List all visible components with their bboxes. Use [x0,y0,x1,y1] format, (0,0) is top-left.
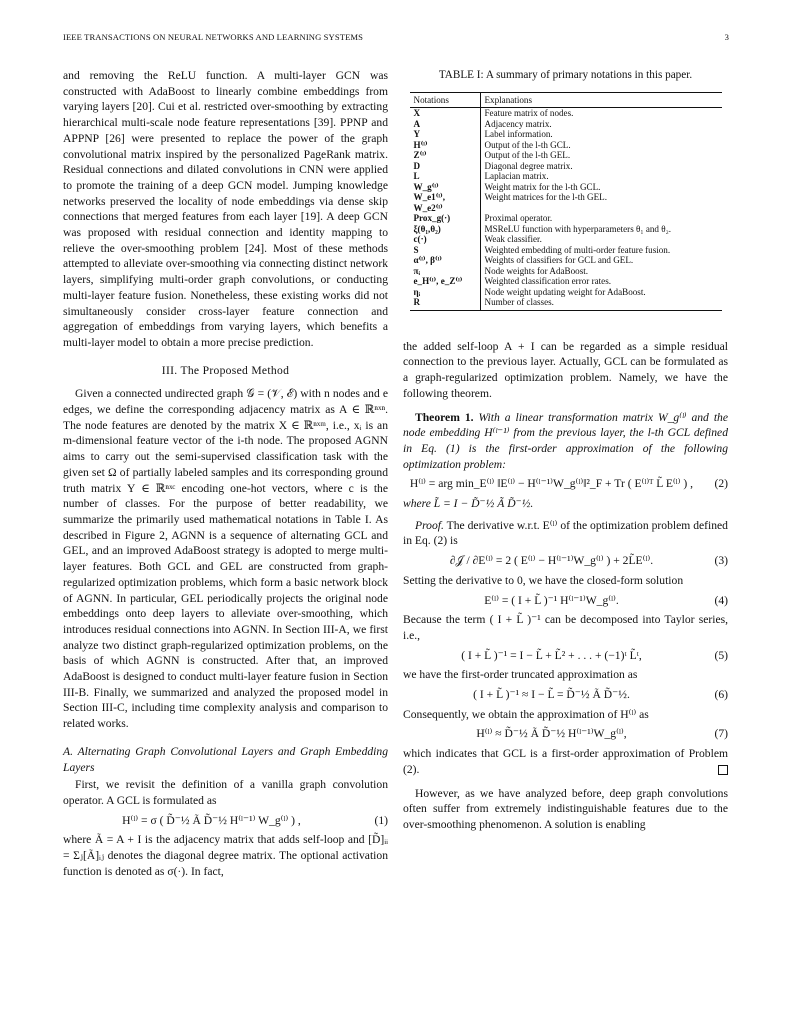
paragraph: and removing the ReLU function. A multi-layer GCN was constructed with AdaBoost to linearly combine embeddings from varying layers [20]. Cui et al. restricted over-smoothing by extracting hierarchical multi-scale node feature representations [39]. PPNP and APPNP [26] were presented to replace the power of the graph convolutional matrix inspired by the personalized PageRank matrix. Residual connections and dilated convolutions in CNN were applied to promote the training of a deep GCN model. Jumping knowledge networks preserved the locality of node embeddings via dense skip connections that merged features from each layer [19]. A deep GCN was proposed with residual connection and identity mapping to relieve the over-smoothing problem [24]. Most of these methods attempted to alleviate over-smoothing via connecting distinct network layers, simplifying multi-order graph convolutions, or conducting multi-layer feature fusion. Nonetheless, these existing works did not simultaneously consider cross-layer feature connection and aggregation of embeddings from varying layers, which benefits a multi-layer model to obtain a more precise prediction. [63,69,388,349]
explanation-cell: Node weights for AdaBoost. [484,265,589,276]
equation-6 [403,687,728,703]
equation-number: (1) [374,813,388,827]
table-row [410,224,722,235]
section-title: III. The Proposed Method [161,363,290,377]
notation-cell: Prox_g(·) [410,213,481,224]
equation-5 [403,648,728,664]
page-number: 3 [724,32,729,42]
theorem [403,410,728,473]
equation-number: (7) [714,727,728,741]
equation-number: (6) [714,688,728,702]
table-row [410,287,722,298]
equation-body: E⁽ˡ⁾ = ( I + L̃ )⁻¹ H⁽ˡ⁻¹⁾W_g⁽ˡ⁾. [484,593,619,607]
equation-2 [403,476,728,492]
explanation-cell: Feature matrix of nodes. [484,108,574,119]
table-row [410,192,722,213]
equation-body: H⁽ˡ⁾ ≈ D̃⁻½ Ã D̃⁻½ H⁽ˡ⁻¹⁾W_g⁽ˡ⁾, [476,727,627,741]
notation-cell: S [410,245,481,256]
explanation-cell: Weak classifier. [484,234,542,245]
equation-1 [63,813,388,829]
right-column [403,68,728,833]
notation-cell: L [410,171,481,182]
explanation-cell: Weight matrix for the l-th GCL. [484,181,601,192]
notation-cell: H⁽ˡ⁾ [410,140,481,151]
equation-body: ( I + L̃ )⁻¹ ≈ I − L̃ = D̃⁻½ Ã D̃⁻½. [473,688,630,702]
explanation-cell: MSReLU function with hyperparameters θ₁ and θ₂. [484,223,672,234]
paragraph: we have the first-order truncated approximation as [403,668,638,682]
equation-number: (3) [714,554,728,568]
explanation-cell: Weighted classification error rates. [484,276,612,287]
table-header-explanations: Explanations [480,92,722,108]
table-header-notations: Notations [410,92,481,108]
notation-cell: α⁽ˡ⁾, β⁽ˡ⁾ [410,255,481,266]
left-column [63,68,388,879]
notation-cell: W_g⁽ˡ⁾ [410,182,481,193]
table-row [410,129,722,140]
explanation-cell: Diagonal degree matrix. [484,160,573,171]
notation-cell: W_e1⁽ˡ⁾, W_e2⁽ˡ⁾ [410,192,481,213]
explanation-cell: Proximal operator. [484,213,553,224]
paragraph: Consequently, we obtain the approximation of H⁽ˡ⁾ as [403,707,649,721]
equation-3 [403,553,728,569]
paragraph-text: which indicates that GCL is a first-order approximation of Problem (2). [403,747,728,776]
where-clause: where L̃ = I − D̃⁻½ Ã D̃⁻½. [403,497,534,511]
paragraph: where Ã = A + I is the adjacency matrix that adds self-loop and [D̃]ᵢᵢ = Σⱼ[Ã]ᵢⱼ denotes the diagonal degree matrix. The optional activation function is denoted as σ(·). In fact, [63,833,388,878]
equation-7 [403,726,728,742]
notation-cell: c(·) [410,234,481,245]
table-row [410,161,722,172]
table-row [410,108,722,119]
table-row [410,171,722,182]
explanation-cell: Number of classes. [480,297,722,310]
explanation-cell: Output of the l-th GCL. [484,139,571,150]
proof [403,518,728,549]
notation-cell: A [410,119,481,130]
equation-body: H⁽ˡ⁾ = arg min_E⁽ˡ⁾ ‖E⁽ˡ⁾ − H⁽ˡ⁻¹⁾W_g⁽ˡ⁾‖²_F + Tr ( E⁽ˡ⁾ᵀ L̃ E⁽ˡ⁾ ) , [409,477,694,491]
paragraph: Because the term ( I + L̃ )⁻¹ can be decomposed into Taylor series, i.e., [403,613,728,642]
theorem-label: Theorem 1. [415,410,474,424]
explanation-cell: Node weight updating weight for AdaBoost. [484,286,646,297]
table-row [410,234,722,245]
table-row [410,119,722,130]
paragraph: Setting the derivative to 0, we have the closed-form solution [403,573,684,587]
notation-cell: e_H⁽ˡ⁾, e_Z⁽ˡ⁾ [410,276,481,287]
notation-cell: Y [410,129,481,140]
notation-cell: πᵢ [410,266,481,277]
equation-body: ( I + L̃ )⁻¹ = I − L̃ + L̃² + . . . + (−1)ᵗ L̃ᵗ, [461,648,642,662]
notation-cell: R [410,297,481,310]
table-row [410,182,722,193]
notation-cell: ξ(θ₁,θ₂) [410,224,481,235]
running-header: IEEE TRANSACTIONS ON NEURAL NETWORKS AND LEARNING SYSTEMS [63,32,364,42]
table-row [410,245,722,256]
notation-cell: D [410,161,481,172]
table-row [410,150,722,161]
explanation-cell: Laplacian matrix. [484,171,549,182]
subsection-title: A. Alternating Graph Convolutional Layers and Graph Embedding Layers [63,744,388,774]
explanation-cell: Output of the l-th GEL. [484,150,571,161]
proof-label: Proof. [415,518,444,532]
explanation-cell: Weighted embedding of multi-order feature fusion. [484,244,671,255]
equation-body: ∂𝒥 / ∂E⁽ˡ⁾ = 2 ( E⁽ˡ⁾ − H⁽ˡ⁻¹⁾W_g⁽ˡ⁾ ) + 2L̃E⁽ˡ⁾. [449,554,654,568]
table-caption: TABLE I: A summary of primary notations in this paper. [438,69,693,81]
table-row [410,213,722,224]
notation-cell: X [410,108,481,119]
paragraph [403,746,728,777]
proof-text: The derivative w.r.t. E⁽ˡ⁾ of the optimization problem defined in Eq. (2) is [403,518,728,548]
equation-4 [403,593,728,609]
notation-table [410,92,722,311]
explanation-cell: Adjacency matrix. [484,118,552,129]
table-row [410,297,722,310]
qed-box-icon [718,765,728,775]
paragraph: Given a connected undirected graph 𝒢 = (𝒱, ℰ) with n nodes and e edges, we define the corresponding adjacency matrix as A ∈ ℝⁿˣⁿ. The node features are denoted by the matrix X ∈ ℝⁿˣᵐ, i.e., xᵢ is an m-dimensional feature vector of the i-th node. The proposed AGNN aims to carry out the semi-supervised classification task with the given set Ω of partially labeled samples and its corresponding ground truth matrix Y ∈ ℝⁿˣᶜ encoding one-hot vectors, where c is the number of classes. For the purpose of better readability, we summarize the primarily used mathematical notations in Table I. As described in Figure 2, AGNN is a sequence of alternating GCL and GEL, and an improved AdaBoost strategy is adopted to merge multi-layer features. Both GCL and GEL are constructed from graph-regularized optimization problems, which form a basic network block of AGNN. In particular, GEL periodically projects the original node embeddings onto deep layers to alleviate over-smoothing, which introduces residual connections into AGNN. In Section III-A, we first analyze two distinct graph-regularized optimization problems, on the basis of which AGNN is constructed. After that, an improved AdaBoost is designed to conduct multi-layer feature fusion in Section III-B. Finally, we summarized and analyzed the proposed model in Section III-C, including time complexity analysis and comparison to related works. [63,387,388,731]
theorem-text: With a linear transformation matrix W_g⁽ˡ⁾ and the node embedding H⁽ˡ⁻¹⁾ from the previous layer, the l-th GCL defined in Eq. (1) is the first-order approximation of the following optimization problem: [403,410,728,471]
notation-cell: ηᵢ [410,287,481,298]
paragraph: However, as we have analyzed before, deep graph convolutions often suffer from extremely indistinguishable features due to the over-smoothing phenomenon. A solution is enabling [403,786,728,831]
table-row [410,255,722,266]
equation-number: (5) [714,648,728,662]
equation-number: (2) [714,477,728,491]
equation-body: H⁽ˡ⁾ = σ ( D̃⁻½ Ã D̃⁻½ H⁽ˡ⁻¹⁾ W_g⁽ˡ⁾ ) , [122,813,301,827]
explanation-cell: Weight matrices for the l-th GEL. [484,192,607,203]
explanation-cell: Weights of classifiers for GCL and GEL. [484,255,634,266]
table-row [410,266,722,277]
table-row [410,276,722,287]
explanation-cell: Label information. [484,129,553,140]
equation-number: (4) [714,593,728,607]
notation-cell: Z⁽ˡ⁾ [410,150,481,161]
paragraph: First, we revisit the definition of a vanilla graph convolution operator. A GCL is formulated as [63,778,388,807]
paragraph: the added self-loop A + I can be regarded as a simple residual connection to the previous layer. Actually, GCL can be formulated as a graph-regularized optimization problem. Namely, we have the following theorem. [403,339,728,400]
table-row [410,140,722,151]
